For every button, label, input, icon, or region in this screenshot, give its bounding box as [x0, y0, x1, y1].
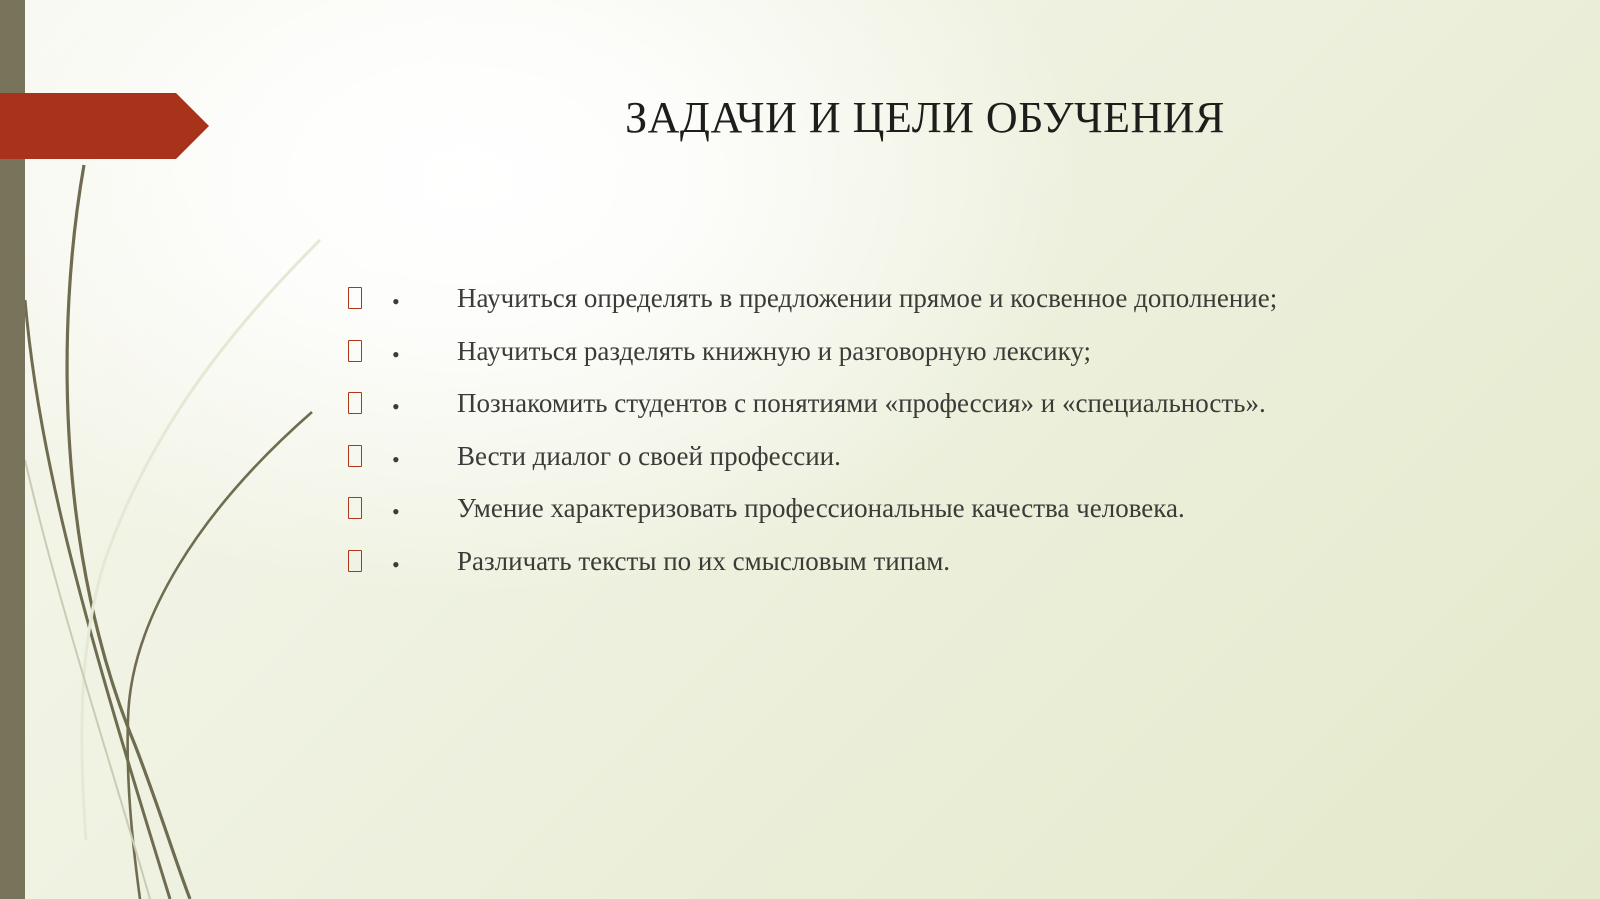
list-item-text: Познакомить студентов с понятиями «профессия» и «специальность».: [457, 388, 1266, 418]
bullet-dot: •: [392, 499, 400, 524]
bullet-dot: •: [392, 551, 400, 577]
list-item: [348, 388, 1548, 441]
bullet-list: [348, 283, 1548, 598]
list-item: [348, 336, 1548, 389]
hollow-square-marker-icon: [348, 497, 362, 519]
hollow-square-marker-icon: [348, 550, 362, 572]
list-item-text: Научиться определять в предложении прямое и косвенное дополнение;: [457, 283, 1278, 313]
list-item-text: Научиться разделять книжную и разговорную лексику;: [457, 335, 1091, 366]
bullet-dot: •: [392, 446, 400, 472]
hollow-square-marker-icon: [348, 287, 362, 309]
bullet-dot: •: [392, 289, 400, 314]
list-item-text: Умение характеризовать профессиональные качества человека.: [457, 493, 1185, 523]
list-item-text: Вести диалог о своей профессии.: [457, 440, 841, 471]
red-arrow-banner-icon: [0, 0, 210, 899]
hollow-square-marker-icon: [348, 445, 362, 467]
hollow-square-marker-icon: [348, 392, 362, 414]
list-item-text: Различать тексты по их смысловым типам.: [457, 545, 951, 576]
list-item: [348, 546, 1548, 599]
list-item: [348, 441, 1548, 494]
list-item: [348, 493, 1548, 546]
list-item: [348, 283, 1548, 336]
bullet-dot: •: [392, 341, 400, 367]
hollow-square-marker-icon: [348, 340, 362, 362]
bullet-dot: •: [392, 394, 400, 419]
slide-title: ЗАДАЧИ И ЦЕЛИ ОБУЧЕНИЯ: [625, 93, 1225, 142]
